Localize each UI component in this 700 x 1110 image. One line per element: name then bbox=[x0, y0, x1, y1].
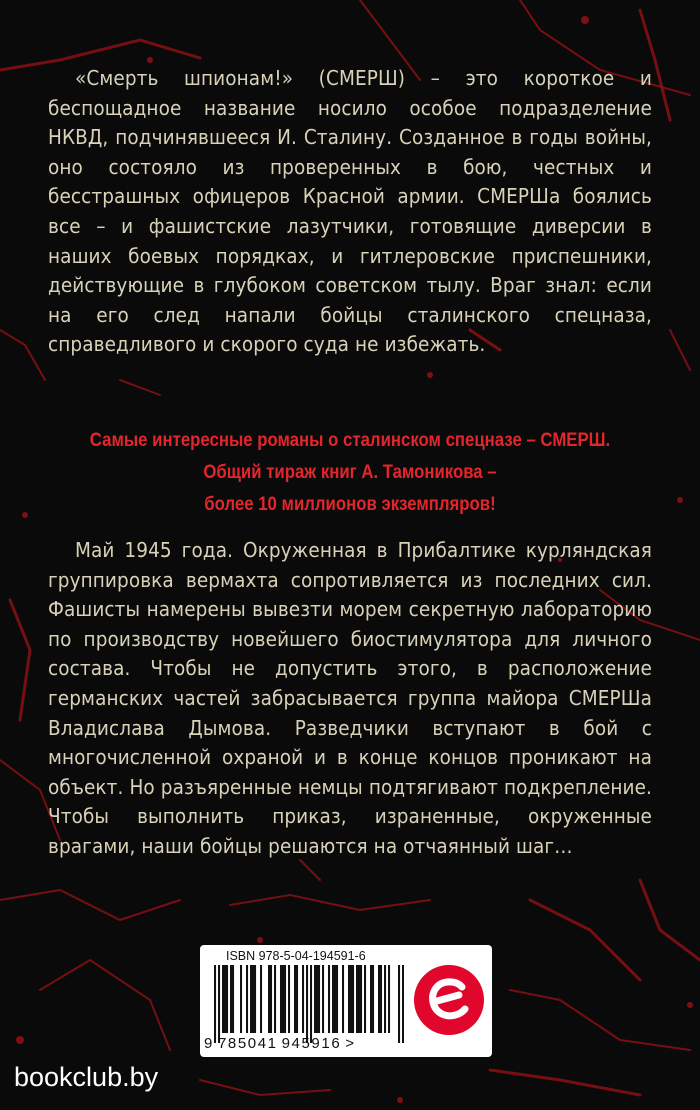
watermark-site: bookclub.by bbox=[14, 1062, 159, 1092]
promo-line-1: Самые интересные романы о сталинском спецназе – СМЕРШ. bbox=[89, 429, 611, 451]
barcode-bar bbox=[370, 965, 372, 1033]
barcode-bar bbox=[288, 965, 290, 1033]
barcode-bar bbox=[214, 965, 216, 1043]
splatter-drop bbox=[677, 497, 683, 503]
description-paragraph-plot: Май 1945 года. Окруженная в Прибалтике курляндская группировка вермахта сопротивляется из последних сил. Фашисты намерены вывезти морем секретную лабораторию по производству новейшего биостимулятора для личного состава. Чтобы не допустить этого, в расположение германских частей забрасывается группа майора СМЕРШа Владислава Дымова. Разведчики вступают в бой с многочисленной охраной и в конце концов проникают на объект. Но разъяренные немцы подтягивают подкрепление. Чтобы выполнить приказ, израненные, окруженные врагами, наши бойцы решаются на отчаянный шаг… bbox=[48, 538, 652, 858]
promo-line-3: более 10 миллионов экземпляров! bbox=[204, 493, 496, 515]
barcode-bar bbox=[246, 965, 248, 1033]
barcode-bar bbox=[372, 965, 374, 1033]
splatter-stroke bbox=[490, 1070, 640, 1095]
barcode-bar bbox=[240, 965, 242, 1033]
barcode-bar bbox=[254, 965, 256, 1033]
barcode-bar bbox=[268, 965, 270, 1033]
splatter-stroke bbox=[0, 890, 180, 920]
barcode-bar bbox=[402, 965, 404, 1043]
barcode-bar bbox=[328, 965, 330, 1033]
eksmo-logo-icon bbox=[412, 963, 486, 1037]
barcode-bar bbox=[334, 965, 336, 1033]
barcode-bar bbox=[378, 965, 380, 1033]
barcode-bar bbox=[270, 965, 272, 1033]
barcode-bar bbox=[384, 965, 386, 1033]
barcode bbox=[214, 965, 404, 1043]
barcode-bar bbox=[336, 965, 338, 1033]
barcode-bar bbox=[224, 965, 226, 1033]
splatter-drop bbox=[16, 1036, 24, 1044]
splatter-stroke bbox=[530, 900, 640, 980]
splatter-stroke bbox=[300, 860, 320, 880]
barcode-digit-group-1: 785041 bbox=[217, 1035, 278, 1052]
barcode-bar bbox=[222, 965, 224, 1033]
splatter-drop bbox=[22, 512, 28, 518]
isbn-label: ISBN 978-5-04-194591-6 bbox=[226, 949, 366, 963]
splatter-drop bbox=[257, 937, 263, 943]
description-paragraph-smersh: «Смерть шпионам!» (СМЕРШ) – это короткое и беспощадное название носило особое подразделение НКВД, подчинявшееся И. Сталину. Созданное в годы войны, оно состояло из проверенных в бою, честных и бесстрашных офицеров Красной армии. СМЕРШа боялись все – и фашистские лазутчики, готовящие диверсии в наших боевых порядках, и гитлеровские приспешники, действующие в глубоком советском тылу. Враг знал: если на его след напали бойцы сталинского спецназа, справедливого и скорого суда не избежать. bbox=[48, 66, 652, 357]
barcode-bar bbox=[398, 965, 400, 1043]
barcode-bar bbox=[280, 965, 282, 1033]
promo-block bbox=[83, 424, 616, 520]
splatter-stroke bbox=[0, 330, 45, 380]
barcode-bar bbox=[316, 965, 318, 1033]
barcode-bar bbox=[314, 965, 316, 1033]
barcode-bar bbox=[388, 965, 390, 1033]
splatter-stroke bbox=[200, 1080, 330, 1095]
barcode-bar bbox=[250, 965, 252, 1033]
barcode-bar bbox=[322, 965, 324, 1033]
barcode-bar bbox=[306, 965, 308, 1043]
barcode-bar bbox=[380, 965, 382, 1033]
barcode-digit-lead: 9 bbox=[204, 1035, 214, 1052]
barcode-bar bbox=[296, 965, 298, 1033]
barcode-digits bbox=[204, 1035, 356, 1052]
splatter-stroke bbox=[40, 960, 170, 1050]
barcode-bar bbox=[284, 965, 286, 1033]
barcode-digit-group-2: 945916 bbox=[281, 1035, 342, 1052]
barcode-bar bbox=[302, 965, 304, 1033]
barcode-bar bbox=[294, 965, 296, 1033]
splatter-stroke bbox=[10, 600, 30, 720]
splatter-drop bbox=[397, 1097, 403, 1103]
barcode-panel bbox=[200, 945, 492, 1057]
barcode-bar bbox=[342, 965, 344, 1033]
barcode-bar bbox=[356, 965, 358, 1033]
barcode-bar bbox=[360, 965, 362, 1033]
splatter-stroke bbox=[230, 895, 430, 910]
barcode-bar bbox=[332, 965, 334, 1033]
splatter-drop bbox=[687, 1002, 693, 1008]
barcode-bar bbox=[352, 965, 354, 1033]
barcode-digit-end: > bbox=[345, 1035, 356, 1052]
splatter-stroke bbox=[120, 380, 160, 395]
splatter-stroke bbox=[510, 990, 690, 1050]
splatter-drop bbox=[427, 372, 433, 378]
barcode-bar bbox=[350, 965, 352, 1033]
barcode-bar bbox=[218, 965, 220, 1043]
barcode-bar bbox=[318, 965, 320, 1033]
splatter-drop bbox=[581, 16, 589, 24]
barcode-bar bbox=[358, 965, 360, 1033]
barcode-bar bbox=[310, 965, 312, 1043]
barcode-bar bbox=[364, 965, 366, 1033]
barcode-bar bbox=[348, 965, 350, 1033]
barcode-bar bbox=[252, 965, 254, 1033]
barcode-bar bbox=[260, 965, 262, 1033]
barcode-bar bbox=[282, 965, 284, 1033]
promo-line-2: Общий тираж книг А. Тамоникова – bbox=[203, 461, 497, 483]
splatter-drop bbox=[147, 57, 153, 63]
barcode-bar bbox=[226, 965, 228, 1033]
barcode-bar bbox=[230, 965, 232, 1033]
splatter-stroke bbox=[640, 880, 700, 960]
barcode-bar bbox=[274, 965, 276, 1033]
barcode-bar bbox=[232, 965, 234, 1033]
splatter-stroke bbox=[670, 330, 690, 370]
